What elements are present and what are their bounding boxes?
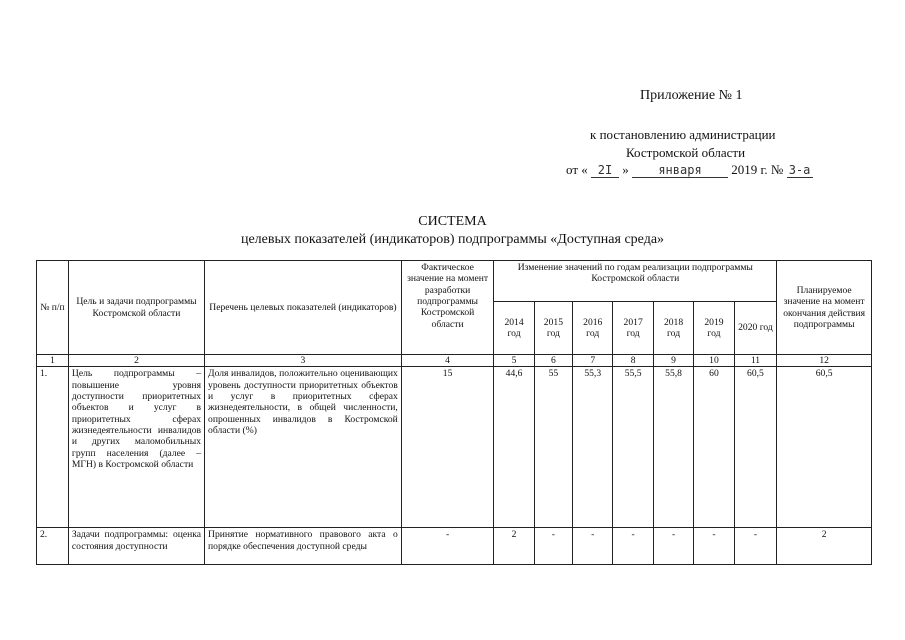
table-row (37, 367, 872, 528)
row-year-value: 55 (534, 367, 572, 528)
column-number: 12 (777, 355, 872, 367)
row-year-value: - (694, 528, 734, 565)
row-planned: 60,5 (777, 367, 872, 528)
date-quote-close: » (622, 162, 629, 177)
row-num: 1. (37, 367, 69, 528)
header-change: Изменение значений по годам реализации подпрограммы Костромской области (494, 261, 777, 302)
date-month-handwritten: января (632, 163, 728, 178)
decree-line-1: к постановлению администрации (590, 127, 776, 142)
row-year-value: 60 (694, 367, 734, 528)
header-year-2017: 2017 год (613, 302, 653, 355)
header-year-2014: 2014 год (494, 302, 534, 355)
row-year-value: - (653, 528, 693, 565)
header-num: № п/п (37, 261, 69, 355)
row-indicator: Принятие нормативного правового акта о порядке обеспечения доступной среды (205, 528, 402, 565)
row-goal: Цель подпрограммы – повышение уровня доступности приоритетных объектов и услуг в приоритетных сферах жизнедеятельности инвалидов и других маломобильных групп населения (далее – МГН) в Костромской области (68, 367, 204, 528)
header-year-2016: 2016 год (573, 302, 613, 355)
row-planned: 2 (777, 528, 872, 565)
column-number: 3 (205, 355, 402, 367)
header-year-2019: 2019 год (694, 302, 734, 355)
column-number: 10 (694, 355, 734, 367)
date-prefix: от « (566, 162, 588, 177)
header-year-2020: 2020 год (734, 302, 777, 355)
row-actual: - (401, 528, 494, 565)
row-year-value: 55,5 (613, 367, 653, 528)
column-number: 2 (68, 355, 204, 367)
indicators-table (36, 260, 872, 565)
row-year-value: 60,5 (734, 367, 777, 528)
column-number: 9 (653, 355, 693, 367)
row-year-value: - (734, 528, 777, 565)
column-number-row (37, 355, 872, 367)
row-year-value: - (613, 528, 653, 565)
column-number: 1 (37, 355, 69, 367)
column-number: 11 (734, 355, 777, 367)
decree-number-handwritten: 3-а (787, 163, 813, 178)
header-actual: Фактическое значение на момент разработки подпрограммы Костромской области (401, 261, 494, 355)
row-num: 2. (37, 528, 69, 565)
date-day-handwritten: 2I (591, 163, 619, 178)
document-subtitle: целевых показателей (индикаторов) подпрограммы «Доступная среда» (240, 232, 665, 247)
row-year-value: 55,3 (573, 367, 613, 528)
row-actual: 15 (401, 367, 494, 528)
column-number: 5 (494, 355, 534, 367)
row-year-value: 55,8 (653, 367, 693, 528)
column-number: 8 (613, 355, 653, 367)
header-year-2015: 2015 год (534, 302, 572, 355)
column-number: 6 (534, 355, 572, 367)
document-title: СИСТЕМА (418, 214, 487, 229)
row-year-value: - (573, 528, 613, 565)
row-goal: Задачи подпрограммы: оценка состояния доступности (68, 528, 204, 565)
decree-date-line (566, 162, 813, 178)
table-row (37, 528, 872, 565)
header-goal: Цель и задачи подпрограммы Костромской области (68, 261, 204, 355)
column-number: 4 (401, 355, 494, 367)
decree-line-2: Костромской области (626, 145, 746, 160)
row-year-value: 2 (494, 528, 534, 565)
column-number: 7 (573, 355, 613, 367)
date-year-text: 2019 г. № (731, 162, 784, 177)
header-planned: Планируемое значение на момент окончания действия подпрограммы (777, 261, 872, 355)
header-indicators: Перечень целевых показателей (индикаторов) (205, 261, 402, 355)
row-year-value: - (534, 528, 572, 565)
row-year-value: 44,6 (494, 367, 534, 528)
attachment-label: Приложение № 1 (640, 88, 743, 103)
header-year-2018: 2018 год (653, 302, 693, 355)
row-indicator: Доля инвалидов, положительно оценивающих уровень доступности приоритетных объектов и услуг в приоритетных сферах жизнедеятельности, в общей численности, опрошенных инвалидов в Костромской области (%) (205, 367, 402, 528)
